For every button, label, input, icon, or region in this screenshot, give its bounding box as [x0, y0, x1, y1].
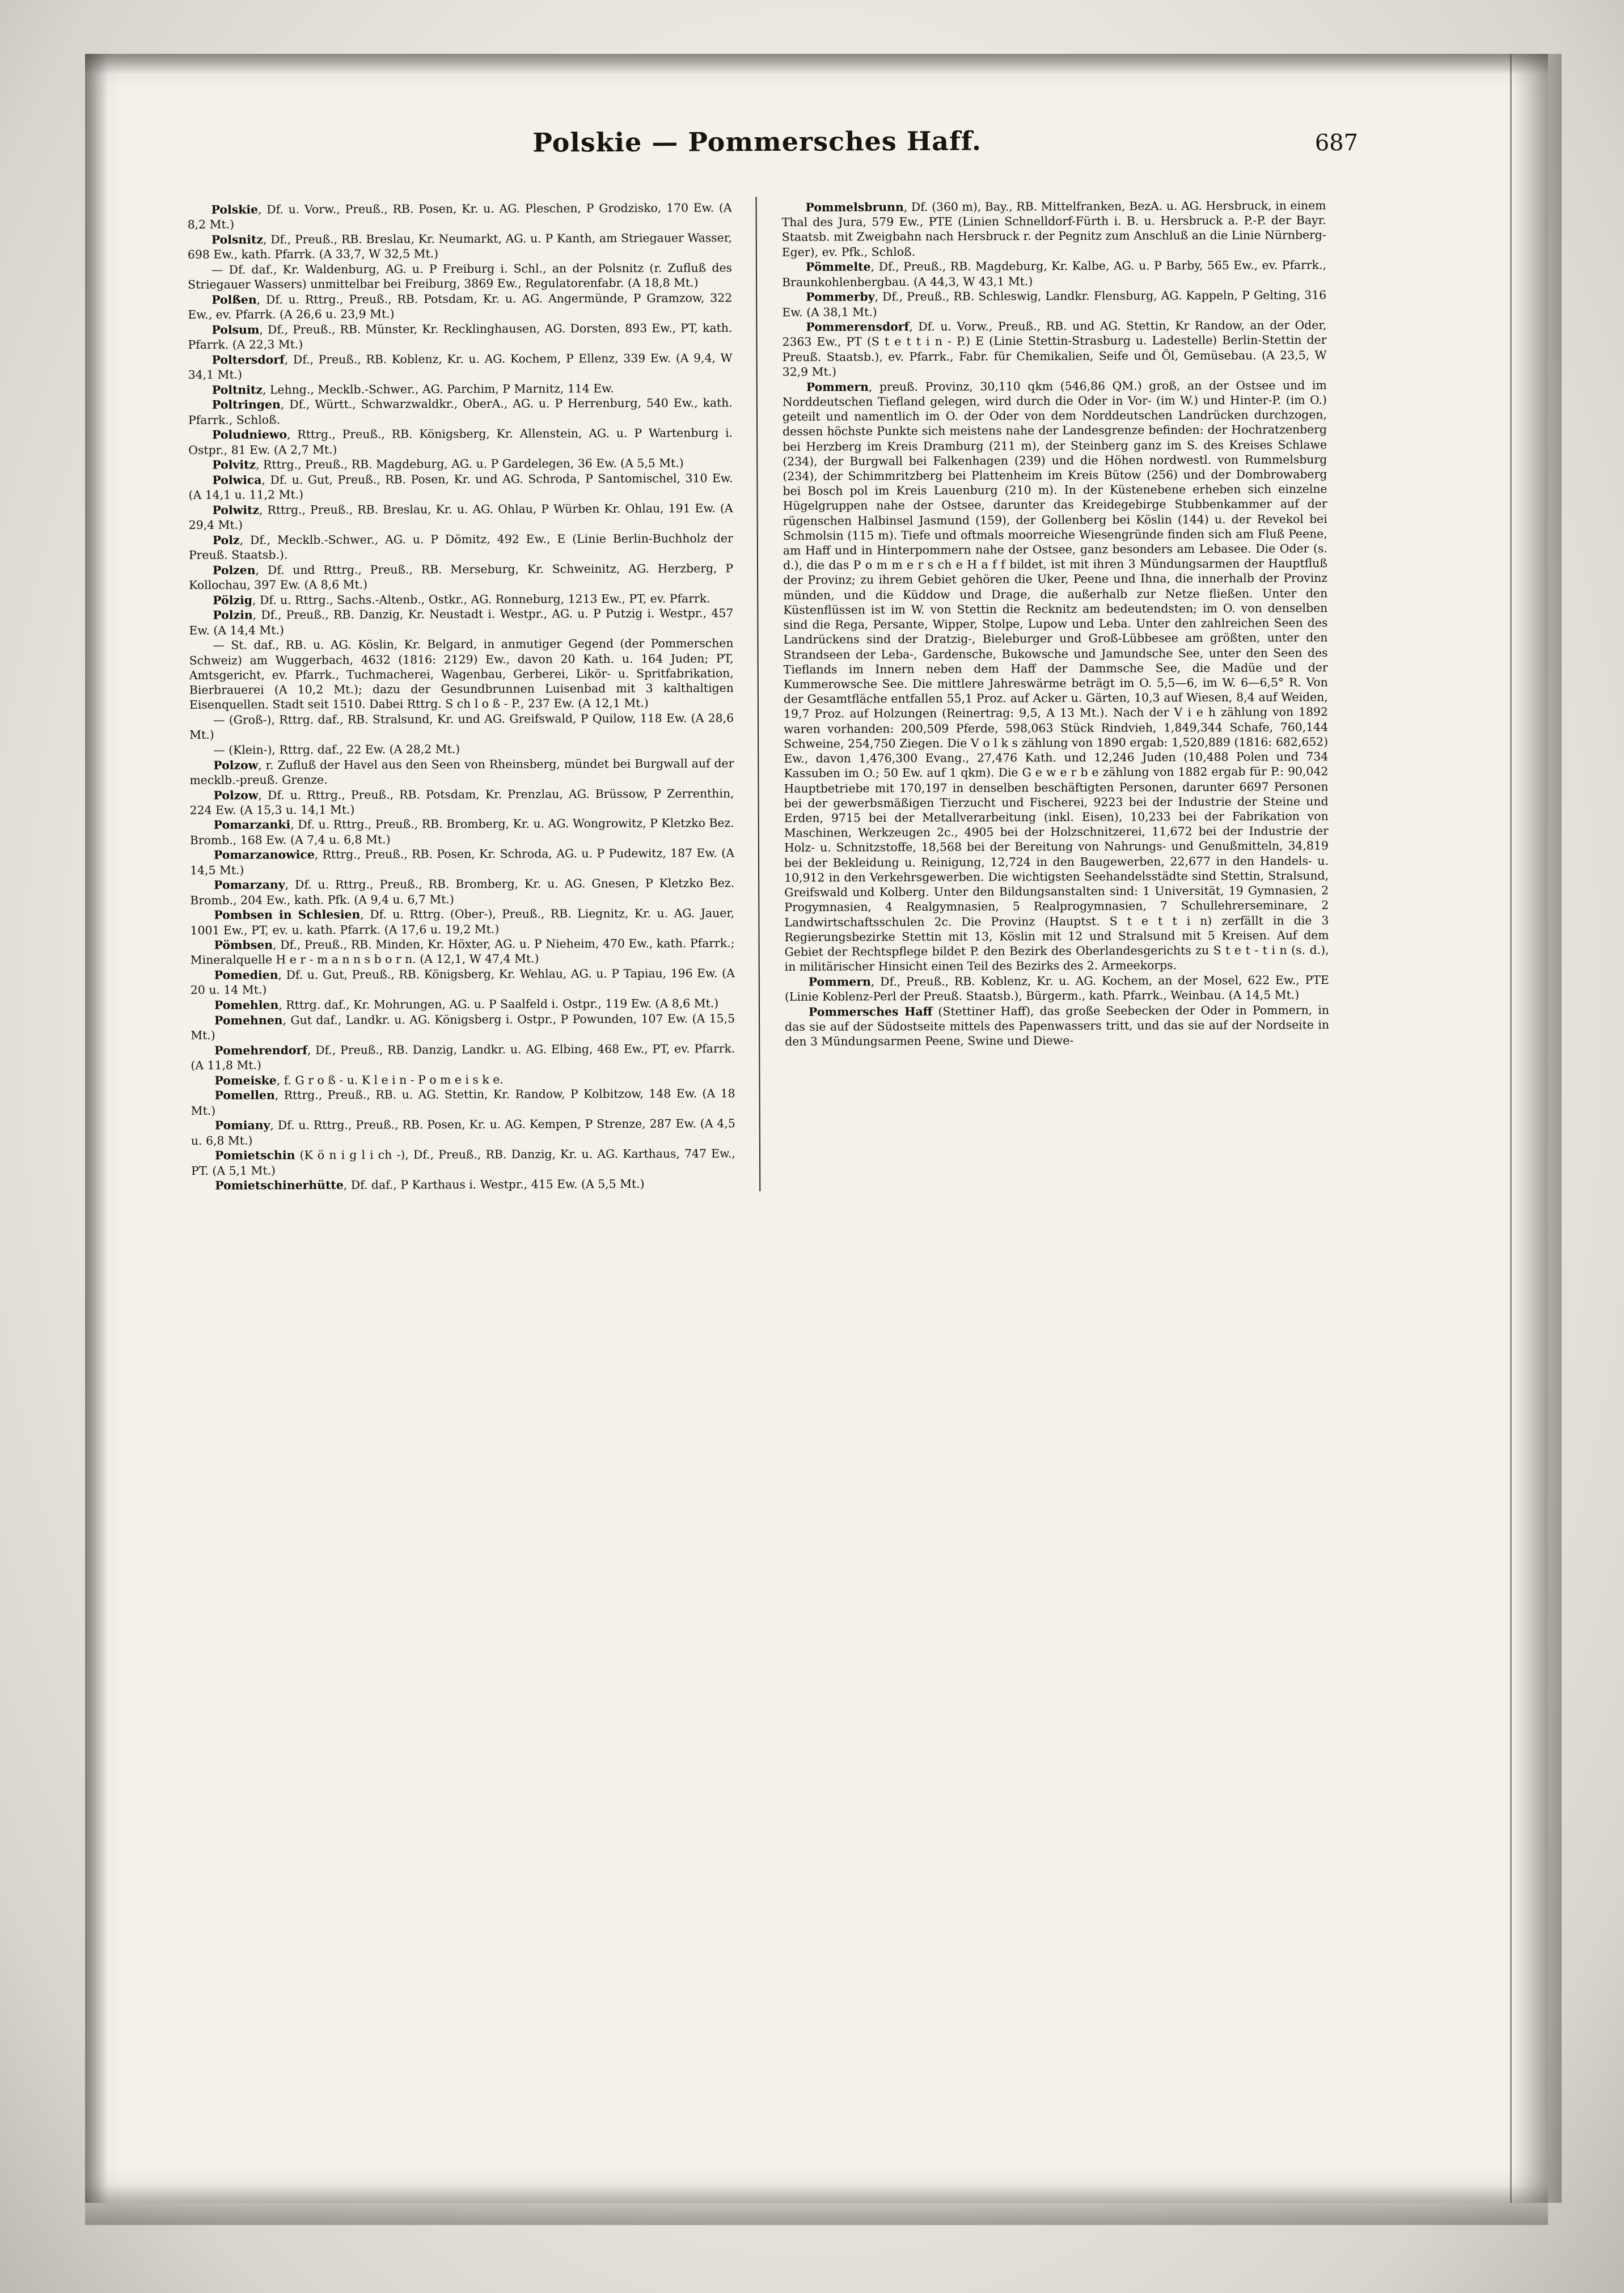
page-shadow-left [85, 54, 108, 2203]
page-content [187, 120, 1359, 1194]
page-shadow-top [85, 54, 1548, 74]
dictionary-entry: Polsum, Df., Preuß., RB. Münster, Kr. Recklinghausen, AG. Dorsten, 893 Ew., PT, kath. Pfarrk. (A 22,3 Mt.) [188, 320, 733, 352]
dictionary-entry: Pombsen in Schlesien, Df. u. Rttrg. (Ober-), Preuß., RB. Liegnitz, Kr. u. AG. Jauer, 1001 Ew., PT, ev. u. kath. Pfarrk. (A 17,6 u. 19,2 Mt.) [190, 906, 735, 937]
dictionary-entry: — Df. daf., Kr. Waldenburg, AG. u. P Freiburg i. Schl., an der Polsnitz (r. Zufluß des Striegauer Wassers) unmittelbar bei Freiburg, 3869 Ew., Regulatorenfabr. (A 18,8 Mt.) [188, 261, 733, 291]
dictionary-entry: Pomarzany, Df. u. Rttrg., Preuß., RB. Bromberg, Kr. u. AG. Gnesen, P Kletzko Bez. Bromb., 204 Ew., kath. Pfk. (A 9,4 u. 6,7 Mt.) [190, 876, 735, 907]
dictionary-entry: Pommern, Df., Preuß., RB. Koblenz, Kr. u. AG. Kochem, an der Mosel, 622 Ew., PTE (Linie Koblenz-Perl der Preuß. Staatsb.), Bürgerm., kath. Pfarrk., Weinbau. (A 14,5 Mt.) [784, 973, 1329, 1004]
dictionary-entry: Pomarzanki, Df. u. Rttrg., Preuß., RB. Bromberg, Kr. u. AG. Wongrowitz, P Kletzko Bez. Bromb., 168 Ew. (A 7,4 u. 6,8 Mt.) [189, 816, 734, 847]
right-column [756, 198, 1330, 1191]
dictionary-entry: Pommerby, Df., Preuß., RB. Schleswig, Landkr. Flensburg, AG. Kappeln, P Gelting, 316 Ew. (A 38,1 Mt.) [782, 288, 1327, 319]
dictionary-entry: Pomedien, Df. u. Gut, Preuß., RB. Königsberg, Kr. Wehlau, AG. u. P Tapiau, 196 Ew. (A 20 u. 14 Mt.) [190, 966, 735, 997]
dictionary-entry: Polskie, Df. u. Vorw., Preuß., RB. Posen, Kr. u. AG. Pleschen, P Grodzisko, 170 Ew. (A 8,2 Mt.) [187, 201, 732, 232]
dictionary-entry: Pommern, preuß. Provinz, 30,110 qkm (546,86 QM.) groß, an der Ostsee und im Norddeutschen Tiefland gelegen, wird durch die Oder in Vor- (im W.) und Hinter-P. (im O.) geteilt und namentlich im O. der Oder von dem Norddeutschen Landrücken durchzogen, dessen höchste Punkte sich meistens nahe der Landesgrenze befinden: der Hochratzenberg bei Herzberg im Kreis Dramburg (211 m), der Steinberg ganz im S. des Kreises Schlawe (234), der Burgwall bei Falkenhagen (239) und die Höhen nordwestl. von Rummelsburg (234), der Schimmritzberg bei Plattenheim im Kreis Bütow (256) und der Dombrowaberg bei Bosch pol im Kreis Lauenburg (210 m). In der Küstenebene erheben sich einzelne Hügelgruppen nahe der Ostsee, darunter das Kreidegebirge Stubbenkammer auf der rügenschen Halbinsel Jasmund (159), der Gollenberg bei Köslin (144) u. der Revekol bei Schmolsin (115 m). Tiefe und oftmals moorreiche Wiesengründe finden sich am Fluß Peene, am Haff und in Hinterpommern nahe der Ostsee, ganz besonders am Lebasee. Die Oder (s. d.), die das P o m m e r s ch e H a f f bildet, ist mit ihren 3 Mündungsarmen der Hauptfluß der Provinz; zu ihrem Gebiet gehören die Uker, Peene und Ihna, die innerhalb der Provinz münden, und die Küddow und Drage, die außerhalb zur Netze fließen. Unter den Küstenflüssen ist im W. von Stettin die Recknitz am bedeutendsten; im O. von denselben sind die Rega, Persante, Wipper, Stolpe, Lupow und Leba. Unter den zahlreichen Seen des Landrückens sind der Dratzig-, Bieleburger und Groß-Lübbesee am größten, unter den Strandseen der Leba-, Gardensche, Bukowsche und Jamundsche See, unter den Seen des Tieflands im Innern neben dem Haff der Dammsche See, die Madüe und der Kummerowsche See. Die mittlere Jahreswärme beträgt im O. 5,5—6, im W. 6—6,5° R. Von der Gesamtfläche entfallen 55,1 Proz. auf Acker u. Gärten, 10,3 auf Wiesen, 8,4 auf Weiden, 19,7 Proz. auf Holzungen (Reinertrag: 9,5, A 13 Mt.). Nach der V i e h zählung von 1892 waren vorhanden: 200,509 Pferde, 598,063 Stück Rindvieh, 1,849,344 Schafe, 760,144 Schweine, 254,750 Ziegen. Die V o l k s zählung von 1890 ergab: 1,520,889 (1816: 682,652) Ew., davon 1,476,300 Evang., 27,476 Kath. und 12,246 Juden (10,488 Polen und 734 Kassuben im O.; 50 Ew. auf 1 qkm). Die G e w e r b e zählung von 1882 ergab für P.: 90,042 Hauptbetriebe mit 170,197 in denselben beschäftigten Personen, darunter 6697 Personen bei der gewerbsmäßigen Tierzucht und Fischerei, 9223 bei der Industrie der Steine und Erden, 9715 bei der Metallverarbeitung (inkl. Eisen), 10,233 bei der Fabrikation von Maschinen, Werkzeugen 2c., 4905 bei der Holzschnitzerei, 11,672 bei der Industrie der Holz- u. Schnitzstoffe, 18,568 bei der Bereitung von Nahrungs- und Genußmitteln, 34,819 bei der Bekleidung u. Reinigung, 12,724 in den Baugewerben, 22,677 in den Handels- u. 10,912 in den Verkehrsgewerben. Die wichtigsten Seehandelsstädte sind Stettin, Stralsund, Greifswald und Kolberg. Unter den Bildungsanstalten sind: 1 Universität, 19 Gymnasien, 2 Progymnasien, 4 Realgymnasien, 5 Realprogymnasien, 7 Schullehrerseminare, 2 Landwirtschaftsschulen 2c. Die Provinz (Hauptst. S t e t t i n) zerfällt in die 3 Regierungsbezirke Stettin mit 13, Köslin mit 12 und Stralsund mit 5 Kreisen. Auf dem Gebiet der Rechtspflege bildet P. den Bezirk des Oberlandesgerichts zu S t e t - t i n (s. d.), in militärischer Hinsicht einen Teil des Bezirks des 2. Armeekorps. [782, 378, 1329, 974]
dictionary-entry: Pomehrendorf, Df., Preuß., RB. Danzig, Landkr. u. AG. Elbing, 468 Ew., PT, ev. Pfarrk. (A 11,8 Mt.) [191, 1041, 735, 1072]
dictionary-entry: Pomellen, Rttrg., Preuß., RB. u. AG. Stettin, Kr. Randow, P Kolbitzow, 148 Ew. (A 18 Mt.) [191, 1086, 735, 1118]
dictionary-entry: Polzow, Df. u. Rttrg., Preuß., RB. Potsdam, Kr. Prenzlau, AG. Brüssow, P Zerrenthin, 224 Ew. (A 15,3 u. 14,1 Mt.) [189, 786, 734, 817]
page-shadow-bottom [85, 2185, 1548, 2225]
page-header [187, 120, 1359, 192]
dictionary-entry: Poltringen, Df., Württ., Schwarzwaldkr., OberA., AG. u. P Herrenburg, 540 Ew., kath. Pfarrk., Schloß. [188, 396, 733, 427]
page-number: 687 [1314, 129, 1359, 156]
running-head: Polskie — Pommersches Haff. [532, 125, 982, 158]
dictionary-entry: Pomietschinerhütte, Df. daf., P Karthaus i. Westpr., 415 Ew. (A 5,5 Mt.) [215, 1177, 645, 1192]
dictionary-entry: Pomarzanowice, Rttrg., Preuß., RB. Posen, Kr. Schroda, AG. u. P Pudewitz, 187 Ew. (A 14,5 Mt.) [190, 846, 734, 877]
dictionary-entry: Poludniewo, Rttrg., Preuß., RB. Königsberg, Kr. Allenstein, AG. u. P Wartenburg i. Ostpr., 81 Ew. (A 2,7 Mt.) [188, 426, 733, 457]
dictionary-entry: — St. daf., RB. u. AG. Köslin, Kr. Belgard, in anmutiger Gegend (der Pommerschen Schweiz) am Wuggerbach, 4632 (1816: 2129) Ew., davon 20 Kath. u. 164 Juden; PT, Amtsgericht, ev. Pfarrk., Tuchmacherei, Wagenbau, Gerberei, Likör- u. Spritfabrikation, Bierbrauerei (A 10,2 Mt.); dazu der Gesundbrunnen Luisenbad mit 3 kalthaltigen Eisenquellen. Stadt seit 1510. Dabei Rttrg. S ch l o ß - P., 237 Ew. (A 12,1 Mt.) [189, 636, 734, 712]
dictionary-entry: Pomeiske, f. G r o ß - u. K l e i n - P o m e i s k e. [214, 1072, 504, 1088]
dictionary-entry: Pömmelte, Df., Preuß., RB. Magdeburg, Kr. Kalbe, AG. u. P Barby, 565 Ew., ev. Pfarrk., Braunkohlenbergbau. (A 44,3, W 43,1 Mt.) [782, 258, 1327, 289]
dictionary-entry: Polsnitz, Df., Preuß., RB. Breslau, Kr. Neumarkt, AG. u. P Kanth, am Striegauer Wasser, 698 Ew., kath. Pfarrk. (A 33,7, W 32,5 Mt.) [187, 231, 732, 262]
dictionary-entry: Pölzig, Df. u. Rttrg., Sachs.-Altenb., Ostkr., AG. Ronneburg, 1213 Ew., PT, ev. Pfarrk. [213, 591, 710, 607]
dictionary-entry: Polßen, Df. u. Rttrg., Preuß., RB. Potsdam, Kr. u. AG. Angermünde, P Gramzow, 322 Ew., ev. Pfarrk. (A 26,6 u. 23,9 Mt.) [188, 290, 733, 321]
dictionary-entry: Polzin, Df., Preuß., RB. Danzig, Kr. Neustadt i. Westpr., AG. u. P Putzig i. Westpr., 457 Ew. (A 14,4 Mt.) [189, 606, 734, 637]
dictionary-entry: Pomehnen, Gut daf., Landkr. u. AG. Königsberg i. Ostpr., P Powunden, 107 Ew. (A 15,5 Mt.) [191, 1011, 735, 1042]
dictionary-entry: Pommerensdorf, Df. u. Vorw., Preuß., RB. und AG. Stettin, Kr Randow, an der Oder, 2363 Ew., PT (S t e t t i n - P.) E (Linie Stettin-Strasburg u. Ladestelle) Berlin-Stettin der Preuß. Staatsb.), ev. Pfarrk., Fabr. für Chemikalien, Seife und Öl, Gemüsebau. (A 23,5, W 32,9 Mt.) [782, 318, 1327, 379]
dictionary-entry: Polvitz, Rttrg., Preuß., RB. Magdeburg, AG. u. P Gardelegen, 36 Ew. (A 5,5 Mt.) [212, 456, 684, 472]
dictionary-entry: Pömbsen, Df., Preuß., RB. Minden, Kr. Höxter, AG. u. P Nieheim, 470 Ew., kath. Pfarrk.; Mineralquelle H e r - m a n n s b o r n. (A 12,1, W 47,4 Mt.) [190, 936, 735, 967]
text-columns [188, 198, 1331, 1194]
page-shadow-right [1511, 54, 1562, 2203]
dictionary-entry: Pommersches Haff (Stettiner Haff), das große Seebecken der Oder in Pommern, in das sie auf der Südostseite mittels des Papenwassers tritt, und das sie auf der Nordseite in den 3 Mündungsarmen Peene, Swine und Diewe- [785, 1002, 1330, 1049]
dictionary-entry: Polzow, r. Zufluß der Havel aus den Seen von Rheinsberg, mündet bei Burgwall auf der mecklb.-preuß. Grenze. [189, 756, 734, 787]
dictionary-entry: Pomehlen, Rttrg. daf., Kr. Mohrungen, AG. u. P Saalfeld i. Ostpr., 119 Ew. (A 8,6 Mt.) [214, 996, 719, 1012]
dictionary-entry: Pommelsbrunn, Df. (360 m), Bay., RB. Mittelfranken, BezA. u. AG. Hersbruck, in einem Thal des Jura, 579 Ew., PTE (Linien Schnelldorf-Fürth i. B. u. Hersbruck a. P.-P. der Bayr. Staatsb. mit Zweigbahn nach Hersbruck r. der Pegnitz zum Anschluß an die Linie Nürnberg-Eger), ev. Pfk., Schloß. [781, 198, 1326, 259]
dictionary-entry: Polzen, Df. und Rttrg., Preuß., RB. Merseburg, Kr. Schweinitz, AG. Herzberg, P Kollochau, 397 Ew. (A 8,6 Mt.) [189, 561, 734, 592]
dictionary-entry: Poltersdorf, Df., Preuß., RB. Koblenz, Kr. u. AG. Kochem, P Ellenz, 339 Ew. (A 9,4, W 34,1 Mt.) [188, 350, 733, 382]
dictionary-entry: Polz, Df., Mecklb.-Schwer., AG. u. P Dömitz, 492 Ew., E (Linie Berlin-Buchholz der Preuß. Staatsb.). [188, 531, 733, 562]
dictionary-entry: Pomietschin (K ö n i g l i ch -), Df., Preuß., RB. Danzig, Kr. u. AG. Karthaus, 747 Ew., PT. (A 5,1 Mt.) [191, 1146, 736, 1178]
dictionary-entry: Poltnitz, Lehng., Mecklb.-Schwer., AG. Parchim, P Marnitz, 114 Ew. [212, 381, 614, 397]
dictionary-entry: Pomiany, Df. u. Rttrg., Preuß., RB. Posen, Kr. u. AG. Kempen, P Strenze, 287 Ew. (A 4,5 u. 6,8 Mt.) [191, 1116, 735, 1148]
dictionary-entry: — (Klein-), Rttrg. daf., 22 Ew. (A 28,2 Mt.) [213, 742, 460, 757]
dictionary-entry: — (Groß-), Rttrg. daf., RB. Stralsund, Kr. und AG. Greifswald, P Quilow, 118 Ew. (A 28,6 Mt.) [189, 711, 734, 742]
page-spine-line [1510, 54, 1512, 2203]
dictionary-entry: Polwitz, Rttrg., Preuß., RB. Breslau, Kr. u. AG. Ohlau, P Würben Kr. Ohlau, 191 Ew. (A 29,4 Mt.) [188, 501, 733, 532]
left-column [188, 200, 760, 1194]
dictionary-entry: Polwica, Df. u. Gut, Preuß., RB. Posen, Kr. und AG. Schroda, P Santomischel, 310 Ew. (A 14,1 u. 11,2 Mt.) [188, 471, 733, 502]
